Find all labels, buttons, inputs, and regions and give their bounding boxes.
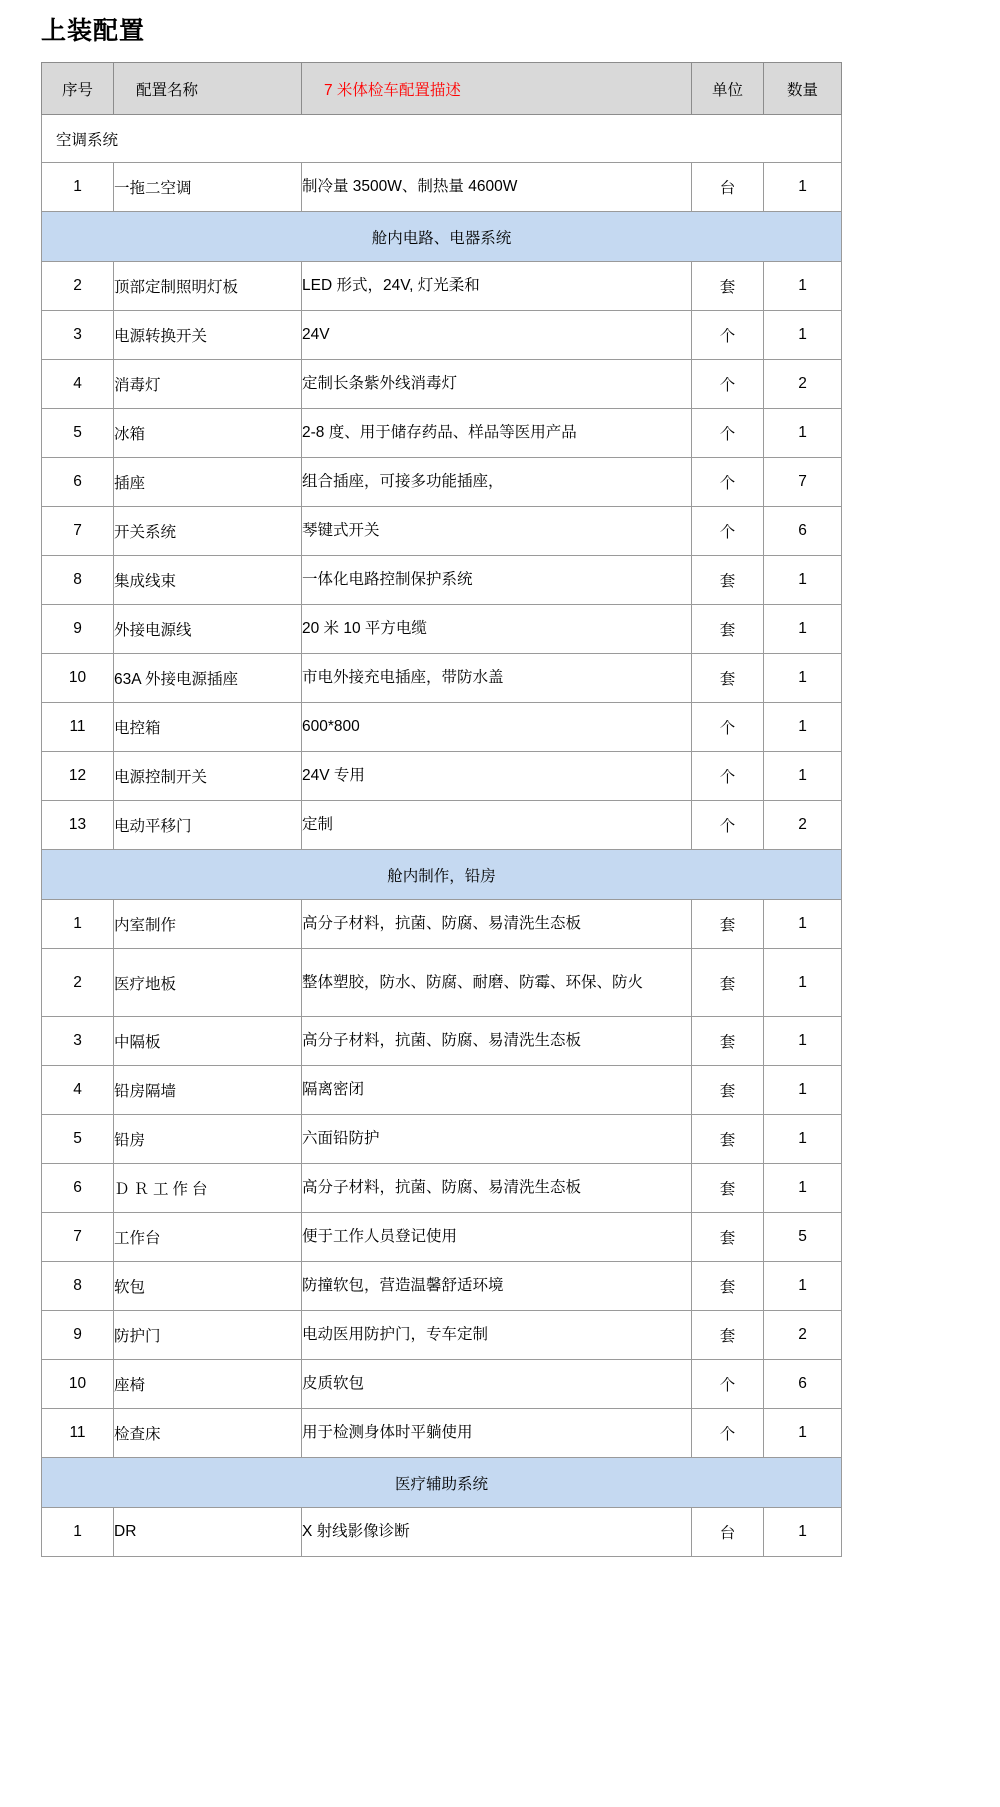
cell-unit: 台 bbox=[692, 163, 764, 212]
cell-quantity: 1 bbox=[764, 311, 842, 360]
cell-config-name: DR bbox=[114, 1508, 302, 1557]
cell-row-number: 5 bbox=[42, 1115, 114, 1164]
cell-config-description: 一体化电路控制保护系统 bbox=[302, 556, 692, 605]
table-row bbox=[42, 900, 842, 949]
cell-row-number: 6 bbox=[42, 458, 114, 507]
cell-row-number: 13 bbox=[42, 801, 114, 850]
cell-quantity: 5 bbox=[764, 1213, 842, 1262]
cell-quantity: 1 bbox=[764, 1115, 842, 1164]
cell-config-description: LED 形式，24V, 灯光柔和 bbox=[302, 262, 692, 311]
cell-config-description: 高分子材料，抗菌、防腐、易清洗生态板 bbox=[302, 900, 692, 949]
cell-unit: 套 bbox=[692, 1017, 764, 1066]
cell-config-description: 电动医用防护门，专车定制 bbox=[302, 1311, 692, 1360]
cell-config-description: 高分子材料，抗菌、防腐、易清洗生态板 bbox=[302, 1017, 692, 1066]
cell-unit: 套 bbox=[692, 949, 764, 1017]
cell-config-description: 24V 专用 bbox=[302, 752, 692, 801]
cell-unit: 套 bbox=[692, 1115, 764, 1164]
cell-unit: 套 bbox=[692, 1213, 764, 1262]
cell-row-number: 9 bbox=[42, 1311, 114, 1360]
cell-quantity: 2 bbox=[764, 1311, 842, 1360]
section-header-row bbox=[42, 850, 842, 900]
cell-config-name: 铅房 bbox=[114, 1115, 302, 1164]
cell-config-description: X 射线影像诊断 bbox=[302, 1508, 692, 1557]
cell-config-name: 电源控制开关 bbox=[114, 752, 302, 801]
cell-config-description: 便于工作人员登记使用 bbox=[302, 1213, 692, 1262]
table-row bbox=[42, 1164, 842, 1213]
cell-config-description: 六面铅防护 bbox=[302, 1115, 692, 1164]
table-row bbox=[42, 801, 842, 850]
cell-config-description: 隔离密闭 bbox=[302, 1066, 692, 1115]
table-row bbox=[42, 1311, 842, 1360]
table-row bbox=[42, 311, 842, 360]
section-header-label: 医疗辅助系统 bbox=[42, 1458, 842, 1508]
cell-row-number: 7 bbox=[42, 507, 114, 556]
cell-unit: 个 bbox=[692, 801, 764, 850]
cell-config-description: 定制长条紫外线消毒灯 bbox=[302, 360, 692, 409]
cell-row-number: 2 bbox=[42, 262, 114, 311]
cell-config-name: 检查床 bbox=[114, 1409, 302, 1458]
table-row bbox=[42, 1017, 842, 1066]
cell-config-name: 外接电源线 bbox=[114, 605, 302, 654]
cell-row-number: 7 bbox=[42, 1213, 114, 1262]
cell-quantity: 1 bbox=[764, 1017, 842, 1066]
section-header-label: 空调系统 bbox=[42, 115, 842, 163]
table-row bbox=[42, 458, 842, 507]
table-row bbox=[42, 654, 842, 703]
cell-config-name: 电源转换开关 bbox=[114, 311, 302, 360]
cell-unit: 套 bbox=[692, 556, 764, 605]
table-row bbox=[42, 409, 842, 458]
cell-config-name: 冰箱 bbox=[114, 409, 302, 458]
cell-row-number: 4 bbox=[42, 360, 114, 409]
table-row bbox=[42, 1409, 842, 1458]
cell-row-number: 11 bbox=[42, 703, 114, 752]
table-row bbox=[42, 605, 842, 654]
cell-quantity: 7 bbox=[764, 458, 842, 507]
cell-unit: 个 bbox=[692, 1409, 764, 1458]
cell-unit: 个 bbox=[692, 458, 764, 507]
column-header-qty: 数量 bbox=[764, 63, 842, 115]
cell-unit: 个 bbox=[692, 311, 764, 360]
section-header-row bbox=[42, 1458, 842, 1508]
cell-config-name: ＤＲ工作台 bbox=[114, 1164, 302, 1213]
cell-quantity: 1 bbox=[764, 1409, 842, 1458]
cell-unit: 套 bbox=[692, 900, 764, 949]
table-row bbox=[42, 1360, 842, 1409]
cell-row-number: 9 bbox=[42, 605, 114, 654]
table-row bbox=[42, 1262, 842, 1311]
cell-config-description: 用于检测身体时平躺使用 bbox=[302, 1409, 692, 1458]
cell-quantity: 1 bbox=[764, 1262, 842, 1311]
cell-unit: 套 bbox=[692, 1164, 764, 1213]
cell-config-name: 中隔板 bbox=[114, 1017, 302, 1066]
cell-config-description: 20 米 10 平方电缆 bbox=[302, 605, 692, 654]
cell-config-description: 市电外接充电插座，带防水盖 bbox=[302, 654, 692, 703]
table-row bbox=[42, 262, 842, 311]
page-title: 上装配置 bbox=[41, 17, 146, 45]
cell-quantity: 2 bbox=[764, 801, 842, 850]
cell-config-name: 内室制作 bbox=[114, 900, 302, 949]
cell-quantity: 1 bbox=[764, 605, 842, 654]
cell-config-name: 座椅 bbox=[114, 1360, 302, 1409]
cell-row-number: 10 bbox=[42, 1360, 114, 1409]
cell-config-name: 软包 bbox=[114, 1262, 302, 1311]
cell-unit: 套 bbox=[692, 262, 764, 311]
table-row bbox=[42, 949, 842, 1017]
cell-config-description: 24V bbox=[302, 311, 692, 360]
table-row bbox=[42, 556, 842, 605]
column-header-no: 序号 bbox=[42, 63, 114, 115]
cell-config-name: 工作台 bbox=[114, 1213, 302, 1262]
cell-row-number: 12 bbox=[42, 752, 114, 801]
configuration-table bbox=[41, 62, 842, 1557]
cell-config-name: 电控箱 bbox=[114, 703, 302, 752]
cell-row-number: 10 bbox=[42, 654, 114, 703]
cell-config-description: 制冷量 3500W、制热量 4600W bbox=[302, 163, 692, 212]
cell-quantity: 1 bbox=[764, 900, 842, 949]
cell-config-description: 组合插座，可接多功能插座， bbox=[302, 458, 692, 507]
cell-config-description: 整体塑胶，防水、防腐、耐磨、防霉、环保、防火 bbox=[302, 949, 692, 1017]
cell-config-name: 插座 bbox=[114, 458, 302, 507]
section-header-label: 舱内制作，铅房 bbox=[42, 850, 842, 900]
cell-quantity: 1 bbox=[764, 654, 842, 703]
cell-quantity: 1 bbox=[764, 1508, 842, 1557]
cell-config-description: 琴键式开关 bbox=[302, 507, 692, 556]
cell-unit: 个 bbox=[692, 752, 764, 801]
table-row bbox=[42, 360, 842, 409]
cell-quantity: 1 bbox=[764, 949, 842, 1017]
table-row bbox=[42, 1508, 842, 1557]
table-row bbox=[42, 1066, 842, 1115]
cell-row-number: 1 bbox=[42, 163, 114, 212]
table-body bbox=[42, 63, 842, 1557]
cell-config-description: 600*800 bbox=[302, 703, 692, 752]
cell-unit: 套 bbox=[692, 1066, 764, 1115]
cell-config-name: 63A 外接电源插座 bbox=[114, 654, 302, 703]
cell-quantity: 1 bbox=[764, 409, 842, 458]
cell-row-number: 1 bbox=[42, 1508, 114, 1557]
table-row bbox=[42, 1213, 842, 1262]
cell-row-number: 6 bbox=[42, 1164, 114, 1213]
cell-quantity: 1 bbox=[764, 703, 842, 752]
table-row bbox=[42, 507, 842, 556]
table-header-row bbox=[42, 63, 842, 115]
cell-config-description: 防撞软包，营造温馨舒适环境 bbox=[302, 1262, 692, 1311]
cell-config-name: 集成线束 bbox=[114, 556, 302, 605]
cell-config-name: 一拖二空调 bbox=[114, 163, 302, 212]
section-header-row bbox=[42, 212, 842, 262]
cell-quantity: 6 bbox=[764, 1360, 842, 1409]
cell-quantity: 1 bbox=[764, 556, 842, 605]
table-row bbox=[42, 752, 842, 801]
cell-config-description: 皮质软包 bbox=[302, 1360, 692, 1409]
cell-config-name: 铅房隔墙 bbox=[114, 1066, 302, 1115]
cell-config-description: 定制 bbox=[302, 801, 692, 850]
cell-row-number: 8 bbox=[42, 556, 114, 605]
cell-quantity: 2 bbox=[764, 360, 842, 409]
cell-row-number: 3 bbox=[42, 311, 114, 360]
cell-config-name: 电动平移门 bbox=[114, 801, 302, 850]
cell-row-number: 4 bbox=[42, 1066, 114, 1115]
cell-unit: 个 bbox=[692, 409, 764, 458]
cell-quantity: 1 bbox=[764, 752, 842, 801]
column-header-desc: 7 米体检车配置描述 bbox=[302, 63, 692, 115]
cell-quantity: 1 bbox=[764, 1066, 842, 1115]
cell-unit: 套 bbox=[692, 1311, 764, 1360]
cell-row-number: 8 bbox=[42, 1262, 114, 1311]
cell-config-description: 2-8 度、用于储存药品、样品等医用产品 bbox=[302, 409, 692, 458]
cell-unit: 套 bbox=[692, 654, 764, 703]
cell-row-number: 3 bbox=[42, 1017, 114, 1066]
cell-row-number: 2 bbox=[42, 949, 114, 1017]
cell-config-name: 顶部定制照明灯板 bbox=[114, 262, 302, 311]
cell-unit: 个 bbox=[692, 1360, 764, 1409]
page-root bbox=[0, 14, 1000, 1557]
table-row bbox=[42, 163, 842, 212]
cell-unit: 套 bbox=[692, 1262, 764, 1311]
column-header-name: 配置名称 bbox=[114, 63, 302, 115]
cell-row-number: 11 bbox=[42, 1409, 114, 1458]
cell-unit: 个 bbox=[692, 703, 764, 752]
cell-config-name: 防护门 bbox=[114, 1311, 302, 1360]
table-row bbox=[42, 1115, 842, 1164]
cell-row-number: 1 bbox=[42, 900, 114, 949]
cell-unit: 套 bbox=[692, 605, 764, 654]
cell-quantity: 1 bbox=[764, 262, 842, 311]
cell-config-name: 消毒灯 bbox=[114, 360, 302, 409]
cell-config-name: 医疗地板 bbox=[114, 949, 302, 1017]
cell-row-number: 5 bbox=[42, 409, 114, 458]
cell-config-description: 高分子材料，抗菌、防腐、易清洗生态板 bbox=[302, 1164, 692, 1213]
cell-quantity: 1 bbox=[764, 163, 842, 212]
section-header-label: 舱内电路、电器系统 bbox=[42, 212, 842, 262]
cell-unit: 个 bbox=[692, 507, 764, 556]
cell-config-name: 开关系统 bbox=[114, 507, 302, 556]
cell-unit: 台 bbox=[692, 1508, 764, 1557]
cell-quantity: 6 bbox=[764, 507, 842, 556]
cell-unit: 个 bbox=[692, 360, 764, 409]
cell-quantity: 1 bbox=[764, 1164, 842, 1213]
section-header-row bbox=[42, 115, 842, 163]
table-row bbox=[42, 703, 842, 752]
column-header-unit: 单位 bbox=[692, 63, 764, 115]
